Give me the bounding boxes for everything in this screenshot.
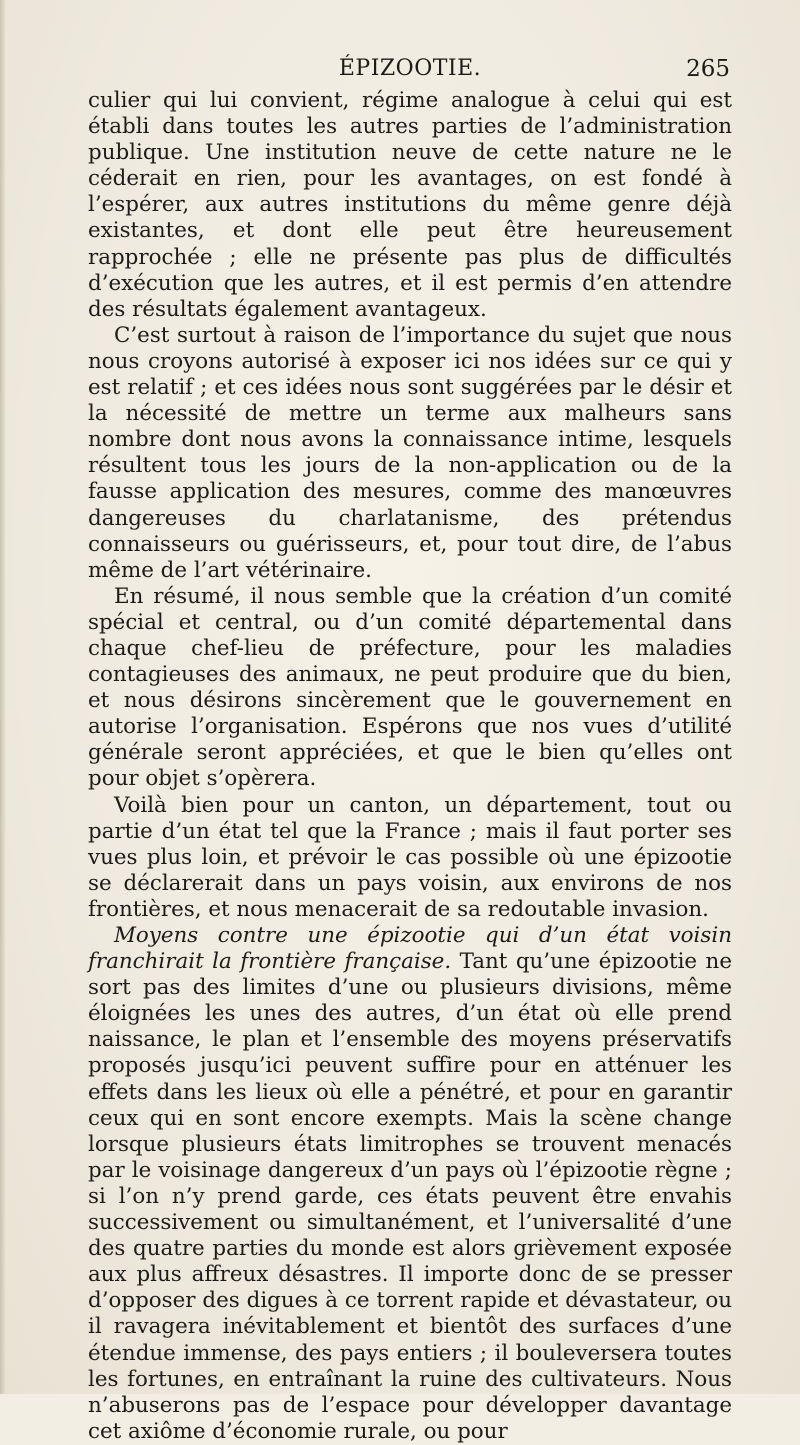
body-text (88, 88, 732, 1445)
paragraph: C’est surtout à raison de l’importance du sujet que nous nous croyons autorisé à exposer ici nos idées sur ce qui y est relatif ; et ces idées nous sont suggérées par le désir et la nécessité de mettre un terme aux malheurs sans nombre dont nous avons la connaissance intime, lesquels résultent tous les jours de la non-application ou de la fausse application des mesures, comme des manœuvres dangereuses du charlatanisme, des prétendus connaisseurs ou guérisseurs, et, pour tout dire, de l’abus même de l’art vétérinaire. (88, 322, 732, 583)
paragraph-with-heading (88, 923, 732, 1445)
paragraph: Voilà bien pour un canton, un département, tout ou partie d’un état tel que la France ; mais il faut porter ses vues plus loin, et prévoir le cas possible où une épizootie se déclarerait dans un pays voisin, aux environs de nos frontières, et nous menacerait de sa redoutable invasion. (88, 792, 732, 922)
section-heading: Moyens contre une épizootie qui d’un état voisin franchirait la frontière française. (88, 923, 732, 975)
running-head-title: ÉPIZOOTIE. (338, 56, 482, 81)
paragraph: En résumé, il nous semble que la création d’un comité spécial et central, ou d’un comité départemental dans chaque chef-lieu de préfecture, pour les maladies contagieuses des animaux, ne peut produire que du bien, et nous désirons sincèrement que le gouvernement en autorise l’organisation. Espérons que nos vues d’utilité générale seront appréciées, et que le bien qu’elles ont pour objet s’opèrera. (88, 583, 732, 792)
paragraph-continuation: culier qui lui convient, régime analogue à celui qui est établi dans toutes les autres parties de l’administration publique. Une institution neuve de cette nature ne le céderait en rien, pour les avantages, on est fondé à l’espérer, aux autres institutions du même genre déjà existantes, et dont elle peut être heureusement rapprochée ; elle ne présente pas plus de difficultés d’exécution que les autres, et il est permis d’en attendre des résultats également avantageux. (88, 88, 732, 322)
paragraph-text: Tant qu’une épizootie ne sort pas des limites d’une ou plusieurs divisions, même éloignées les unes des autres, d’un état où elle prend naissance, le plan et l’ensemble des moyens préservatifs proposés jusqu’ici peuvent suffire pour en atténuer les effets dans les lieux où elle a pénétré, et pour en garantir ceux qui en sont encore exempts. Mais la scène change lorsque plusieurs états limitrophes se trouvent menacés par le voisinage dangereux d’un pays où l’épizootie règne ; si l’on n’y prend garde, ces états peuvent être envahis successivement ou simultanément, et l’universalité d’une des quatre parties du monde est alors grièvement exposée aux plus affreux désastres. Il importe donc de se presser d’opposer des digues à ce torrent rapide et dévastateur, ou il ravagera inévitablement et bientôt des surfaces d’une étendue immense, des pays entiers ; il bouleversera toutes les fortunes, en entraînant la ruine des cultivateurs. Nous n’abuserons pas de l’espace pour développer davantage cet axiôme d’économie rurale, ou pour (88, 949, 732, 1444)
page-number: 265 (686, 56, 730, 82)
page-edge-shadow (0, 0, 6, 1394)
running-head (88, 56, 732, 86)
